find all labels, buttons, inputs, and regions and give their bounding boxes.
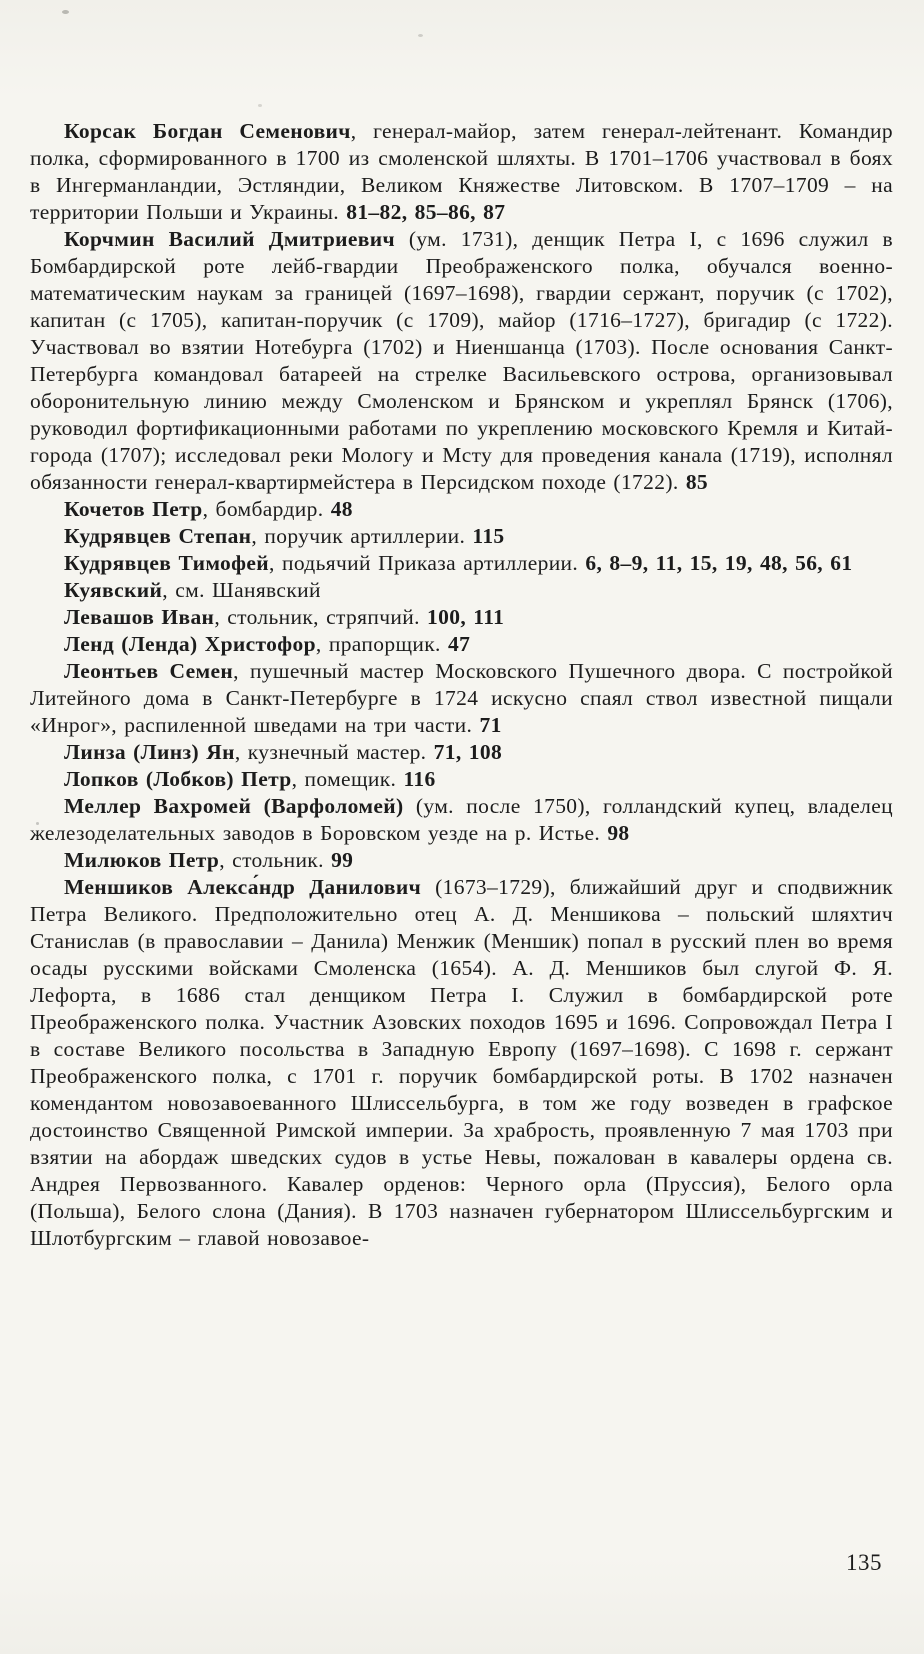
- entry-bold-text: Леонтьев Семен: [64, 659, 234, 683]
- entry-text: , кузнечный мастер.: [234, 740, 434, 764]
- index-entries: [30, 118, 893, 1252]
- entry-bold-text: 71: [479, 713, 502, 737]
- scan-speck-icon: [418, 34, 423, 37]
- entry-text: (1673–1729), ближайший друг и сподвижник Петра Великого. Предположительно отец А. Д. Меншикова – польский шляхтич Станислав (в православии – Данила) Менжик (Меншик) попал в русский плен во время осады русскими войсками Смоленска (1654). А. Д. Меншиков был слугой Ф. Я. Лефорта, в 1686 стал денщиком Петра I. Служил в бомбардирской роте Преображенского полка. Участник Азовских походов 1695 и 1696. Сопровождал Петра I в составе Великого посольства в Западную Европу (1697–1698). С 1698 г. сержант Преображенского полка, с 1701 г. поручик бомбардирской роты. В 1702 назначен комендантом новозавоеванного Шлиссельбурга, в том же году возведен в графское достоинство Священной Римской империи. За храбрость, проявленную 7 мая 1703 при взятии на абордаж шведских судов в устье Невы, пожалован в кавалеры ордена св. Андрея Первозванного. Кавалер орденов: Черного орла (Пруссия), Белого орла (Польша), Белого слона (Дания). В 1703 назначен губернатором Шлиссельбургским и Шлотбургским – главой новозавое-: [30, 875, 893, 1250]
- entry-bold-text: 85: [685, 470, 709, 494]
- entry-text: , пушечный мастер Московского Пушечного двора. С постройкой Литейного дома в Санкт-Петербурге в 1724 искусно спаял ствол известной пищали «Инрог», распиленной шведами на три части.: [30, 659, 893, 737]
- entry-bold-text: Меншиков Алекса́ндр Данилович: [64, 875, 422, 899]
- entry-bold-text: Милюков Петр: [64, 848, 220, 872]
- entry-bold-text: Куявский: [64, 578, 163, 602]
- entry-bold-text: Линза (Линз) Ян: [64, 740, 235, 764]
- entry-kuyavsky: [30, 577, 893, 604]
- entry-bold-text: 98: [607, 821, 630, 845]
- entry-korsak: [30, 118, 893, 226]
- scan-speck-icon: [258, 104, 262, 107]
- entry-bold-text: 81–82, 85–86, 87: [346, 200, 506, 224]
- entry-bold-text: 115: [472, 524, 505, 548]
- entry-bold-text: Лопков (Лобков) Петр: [64, 767, 292, 791]
- entry-text: , стольник, стряпчий.: [214, 605, 428, 629]
- entry-bold-text: 116: [403, 767, 436, 791]
- entry-bold-text: 47: [447, 632, 471, 656]
- page-number: 135: [846, 1550, 882, 1575]
- entry-linza: [30, 739, 893, 766]
- entry-lopkov: [30, 766, 893, 793]
- scan-speck-icon: [62, 10, 69, 14]
- entry-bold-text: Кочетов Петр: [64, 497, 203, 521]
- entry-bold-text: Корчмин Василий Дмитриевич: [64, 227, 395, 251]
- entry-text: , помещик.: [291, 767, 404, 791]
- entry-bold-text: 100, 111: [427, 605, 505, 629]
- entry-bold-text: 48: [330, 497, 353, 521]
- entry-menshikov: [30, 874, 893, 1252]
- entry-text: (ум. после 1750), голландский купец, владелец железоделательных заводов в Боровском уезде на р. Истье.: [30, 794, 893, 845]
- entry-text: , бомбардир.: [202, 497, 331, 521]
- entry-bold-text: Левашов Иван: [64, 605, 215, 629]
- entry-text: , поручик артиллерии.: [251, 524, 473, 548]
- entry-bold-text: 6, 8–9, 11, 15, 19, 48, 56, 61: [585, 551, 853, 575]
- entry-text: , см. Шанявский: [162, 578, 321, 602]
- entry-bold-text: Кудрявцев Тимофей: [64, 551, 270, 575]
- entry-leontyev: [30, 658, 893, 739]
- entry-meller: [30, 793, 893, 847]
- entry-bold-text: Меллер Вахромей (Варфоломей): [64, 794, 404, 818]
- entry-text: , стольник.: [219, 848, 332, 872]
- entry-text: , генерал-майор, затем генерал-лейтенант. Командир полка, сформированного в 1700 из смоленской шляхты. В 1701–1706 участвовал в боях в Ингерманландии, Эстляндии, Великом Княжестве Литовском. В 1707–1709 – на территории Польши и Украины.: [30, 119, 893, 224]
- entry-lend: [30, 631, 893, 658]
- entry-kudryavtsev-timofey: [30, 550, 893, 577]
- entry-bold-text: Корсак Богдан Семенович: [64, 119, 351, 143]
- entry-milyukov: [30, 847, 893, 874]
- entry-bold-text: Кудрявцев Степан: [64, 524, 252, 548]
- entry-text: , прапорщик.: [315, 632, 448, 656]
- entry-korchmin: [30, 226, 893, 496]
- entry-text: (ум. 1731), денщик Петра I, с 1696 служил в Бомбардирской роте лейб-гвардии Преображенского полка, обучался военно-математическим наукам за границей (1697–1698), гвардии сержант, поручик (с 1702), капитан (с 1705), капитан-поручик (с 1709), майор (1716–1727), бригадир (с 1722). Участвовал во взятии Нотебурга (1702) и Ниеншанца (1703). После основания Санкт-Петербурга командовал батареей на стрелке Васильевского острова, организовывал оборонительную линию между Смоленском и Брянском и укреплял Брянск (1706), руководил фортификационными работами по укреплению московского Кремля и Китай-города (1707); исследовал реки Мологу и Мсту для проведения канала (1719), исполнял обязанности генерал-квартирмейстера в Персидском походе (1722).: [30, 227, 893, 494]
- entry-kochetov: [30, 496, 893, 523]
- entry-kudryavtsev-stepan: [30, 523, 893, 550]
- entry-bold-text: 99: [331, 848, 354, 872]
- entry-text: , подьячий Приказа артиллерии.: [269, 551, 586, 575]
- entry-levashov: [30, 604, 893, 631]
- entry-bold-text: 71, 108: [433, 740, 503, 764]
- entry-bold-text: Ленд (Ленда) Христофор: [64, 632, 316, 656]
